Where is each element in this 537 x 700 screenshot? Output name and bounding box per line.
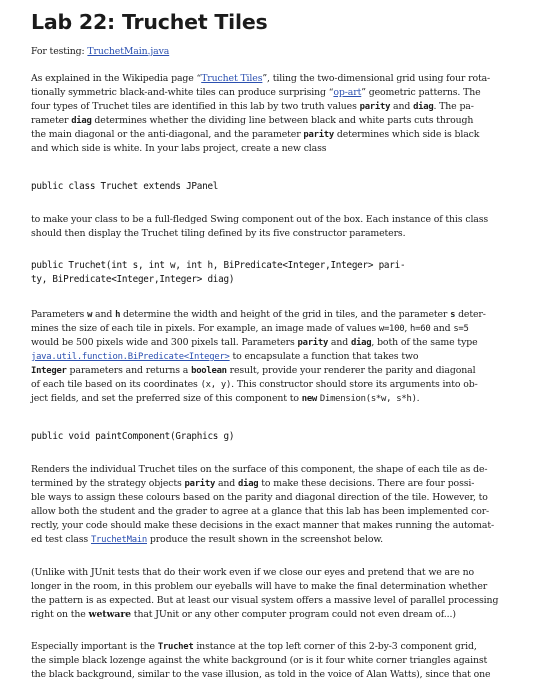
paragraph-line: of each tile based on its coordinates (x, y). This constructor should store its arguments into ob-: [31, 379, 478, 390]
code-signature: public void paintComponent(Graphics g): [31, 431, 235, 442]
code-signature: ty, BiPredicate<Integer,Integer> diag): [31, 274, 235, 285]
paragraph-line: Parameters w and h determine the width and height of the grid in tiles, and the parameter s deter-: [31, 309, 486, 320]
paragraph-line: java.util.function.BiPredicate<Integer> to encapsulate a function that takes two: [31, 351, 419, 362]
paragraph-line: four types of Truchet tiles are identified in this lab by two truth values parity and diag. The pa-: [31, 101, 474, 112]
inline-code: s: [450, 310, 456, 320]
paragraph-line: should then display the Truchet tiling defined by its five constructor parameters.: [31, 228, 406, 239]
inline-code: w=100: [378, 324, 405, 334]
paragraph-line: Integer parameters and returns a boolean result, provide your renderer the parity and diagonal: [31, 365, 476, 376]
inline-code: w: [87, 310, 93, 320]
paragraph-line: rameter diag determines whether the dividing line between black and white parts cuts through: [31, 115, 474, 126]
paragraph-line: the simple black lozenge against the white background (or is it four white corner triangles against: [31, 655, 488, 666]
testing-label: For testing:: [31, 46, 88, 57]
paragraph-line: ject fields, and set the preferred size of this component to new Dimension(s*w, s*h).: [31, 393, 420, 404]
paragraph-line: the pattern is as expected. But at least our visual system offers a massive level of parallel processing: [31, 595, 499, 606]
bold-term: wetware: [88, 609, 131, 620]
paragraph-line: As explained in the Wikipedia page “Truchet Tiles”, tiling the two-dimensional grid using four rota-: [31, 73, 491, 84]
inline-code: new: [301, 394, 318, 404]
paragraph-line: mines the size of each tile in pixels. For example, an image made of values w=100, h=60 and s=5: [31, 323, 469, 334]
inline-code: Truchet: [157, 642, 194, 652]
inline-code: diag: [413, 102, 434, 112]
paragraph-line: to make your class to be a full-fledged Swing component out of the box. Each instance of this class: [31, 214, 489, 225]
inline-code: Integer: [31, 366, 67, 376]
inline-link[interactable]: Truchet Tiles: [201, 73, 263, 84]
inline-code: parity: [303, 130, 334, 140]
truchet-main-link[interactable]: TruchetMain.java: [87, 46, 170, 57]
code-signature: public Truchet(int s, int w, int h, BiPredicate<Integer,Integer> pari-: [31, 260, 406, 271]
inline-code: boolean: [191, 366, 227, 376]
inline-code: parity: [297, 338, 329, 348]
inline-code-link[interactable]: java.util.function.BiPredicate<Integer>: [31, 352, 230, 362]
paragraph-line: right on the wetware that JUnit or any other computer program could not even dream of...): [31, 609, 456, 620]
paragraph-line: the black background, similar to the vase illusion, as told in the voice of Alan Watts), since that one: [31, 669, 491, 680]
paragraph-line: (Unlike with JUnit tests that do their work even if we close our eyes and pretend that we are no: [31, 567, 475, 578]
testing-line: [31, 45, 519, 59]
paragraph-line: the main diagonal or the anti-diagonal, and the parameter parity determines which side is black: [31, 129, 480, 140]
paragraph-line: ed test class TruchetMain produce the result shown in the screenshot below.: [31, 534, 383, 545]
paragraph-line: and which side is white. In your labs project, create a new class: [31, 143, 327, 154]
inline-link[interactable]: op-art: [333, 87, 362, 98]
inline-code: h: [115, 310, 121, 320]
paragraph-line: longer in the room, in this problem our eyeballs will have to make the final determination whether: [31, 581, 488, 592]
page-title: Lab 22: Truchet Tiles: [31, 10, 268, 34]
paragraph-line: tionally symmetric black-and-white tiles can produce surprising “op-art” geometric patterns. The: [31, 87, 481, 98]
inline-code: s=5: [453, 324, 469, 334]
inline-code: diag: [351, 338, 372, 348]
paragraph-line: rectly, your code should make these decisions in the exact manner that makes running the automat-: [31, 520, 495, 531]
inline-code: parity: [184, 479, 216, 489]
inline-code-link[interactable]: TruchetMain: [90, 535, 147, 545]
code-signature: public class Truchet extends JPanel: [31, 181, 219, 192]
paragraph-line: Especially important is the Truchet instance at the top left corner of this 2-by-3 component grid,: [31, 641, 477, 652]
paragraph-line: ble ways to assign these colours based on the parity and diagonal direction of the tile. However, to: [31, 492, 488, 503]
paragraph-line: would be 500 pixels wide and 300 pixels tall. Parameters parity and diag, both of the same type: [31, 337, 478, 348]
paragraph-line: termined by the strategy objects parity and diag to make these decisions. There are four possi-: [31, 478, 475, 489]
inline-code: parity: [359, 102, 391, 112]
inline-code: diag: [238, 479, 259, 489]
inline-code: diag: [71, 116, 92, 126]
inline-code: h=60: [410, 324, 431, 334]
inline-code: (x, y): [200, 380, 232, 390]
paragraph-line: allow both the student and the grader to agree at a glance that this lab has been implemented cor-: [31, 506, 490, 517]
inline-code: Dimension(s*w, s*h): [319, 394, 417, 404]
paragraph-line: Renders the individual Truchet tiles on the surface of this component, the shape of each tile as de-: [31, 464, 488, 475]
